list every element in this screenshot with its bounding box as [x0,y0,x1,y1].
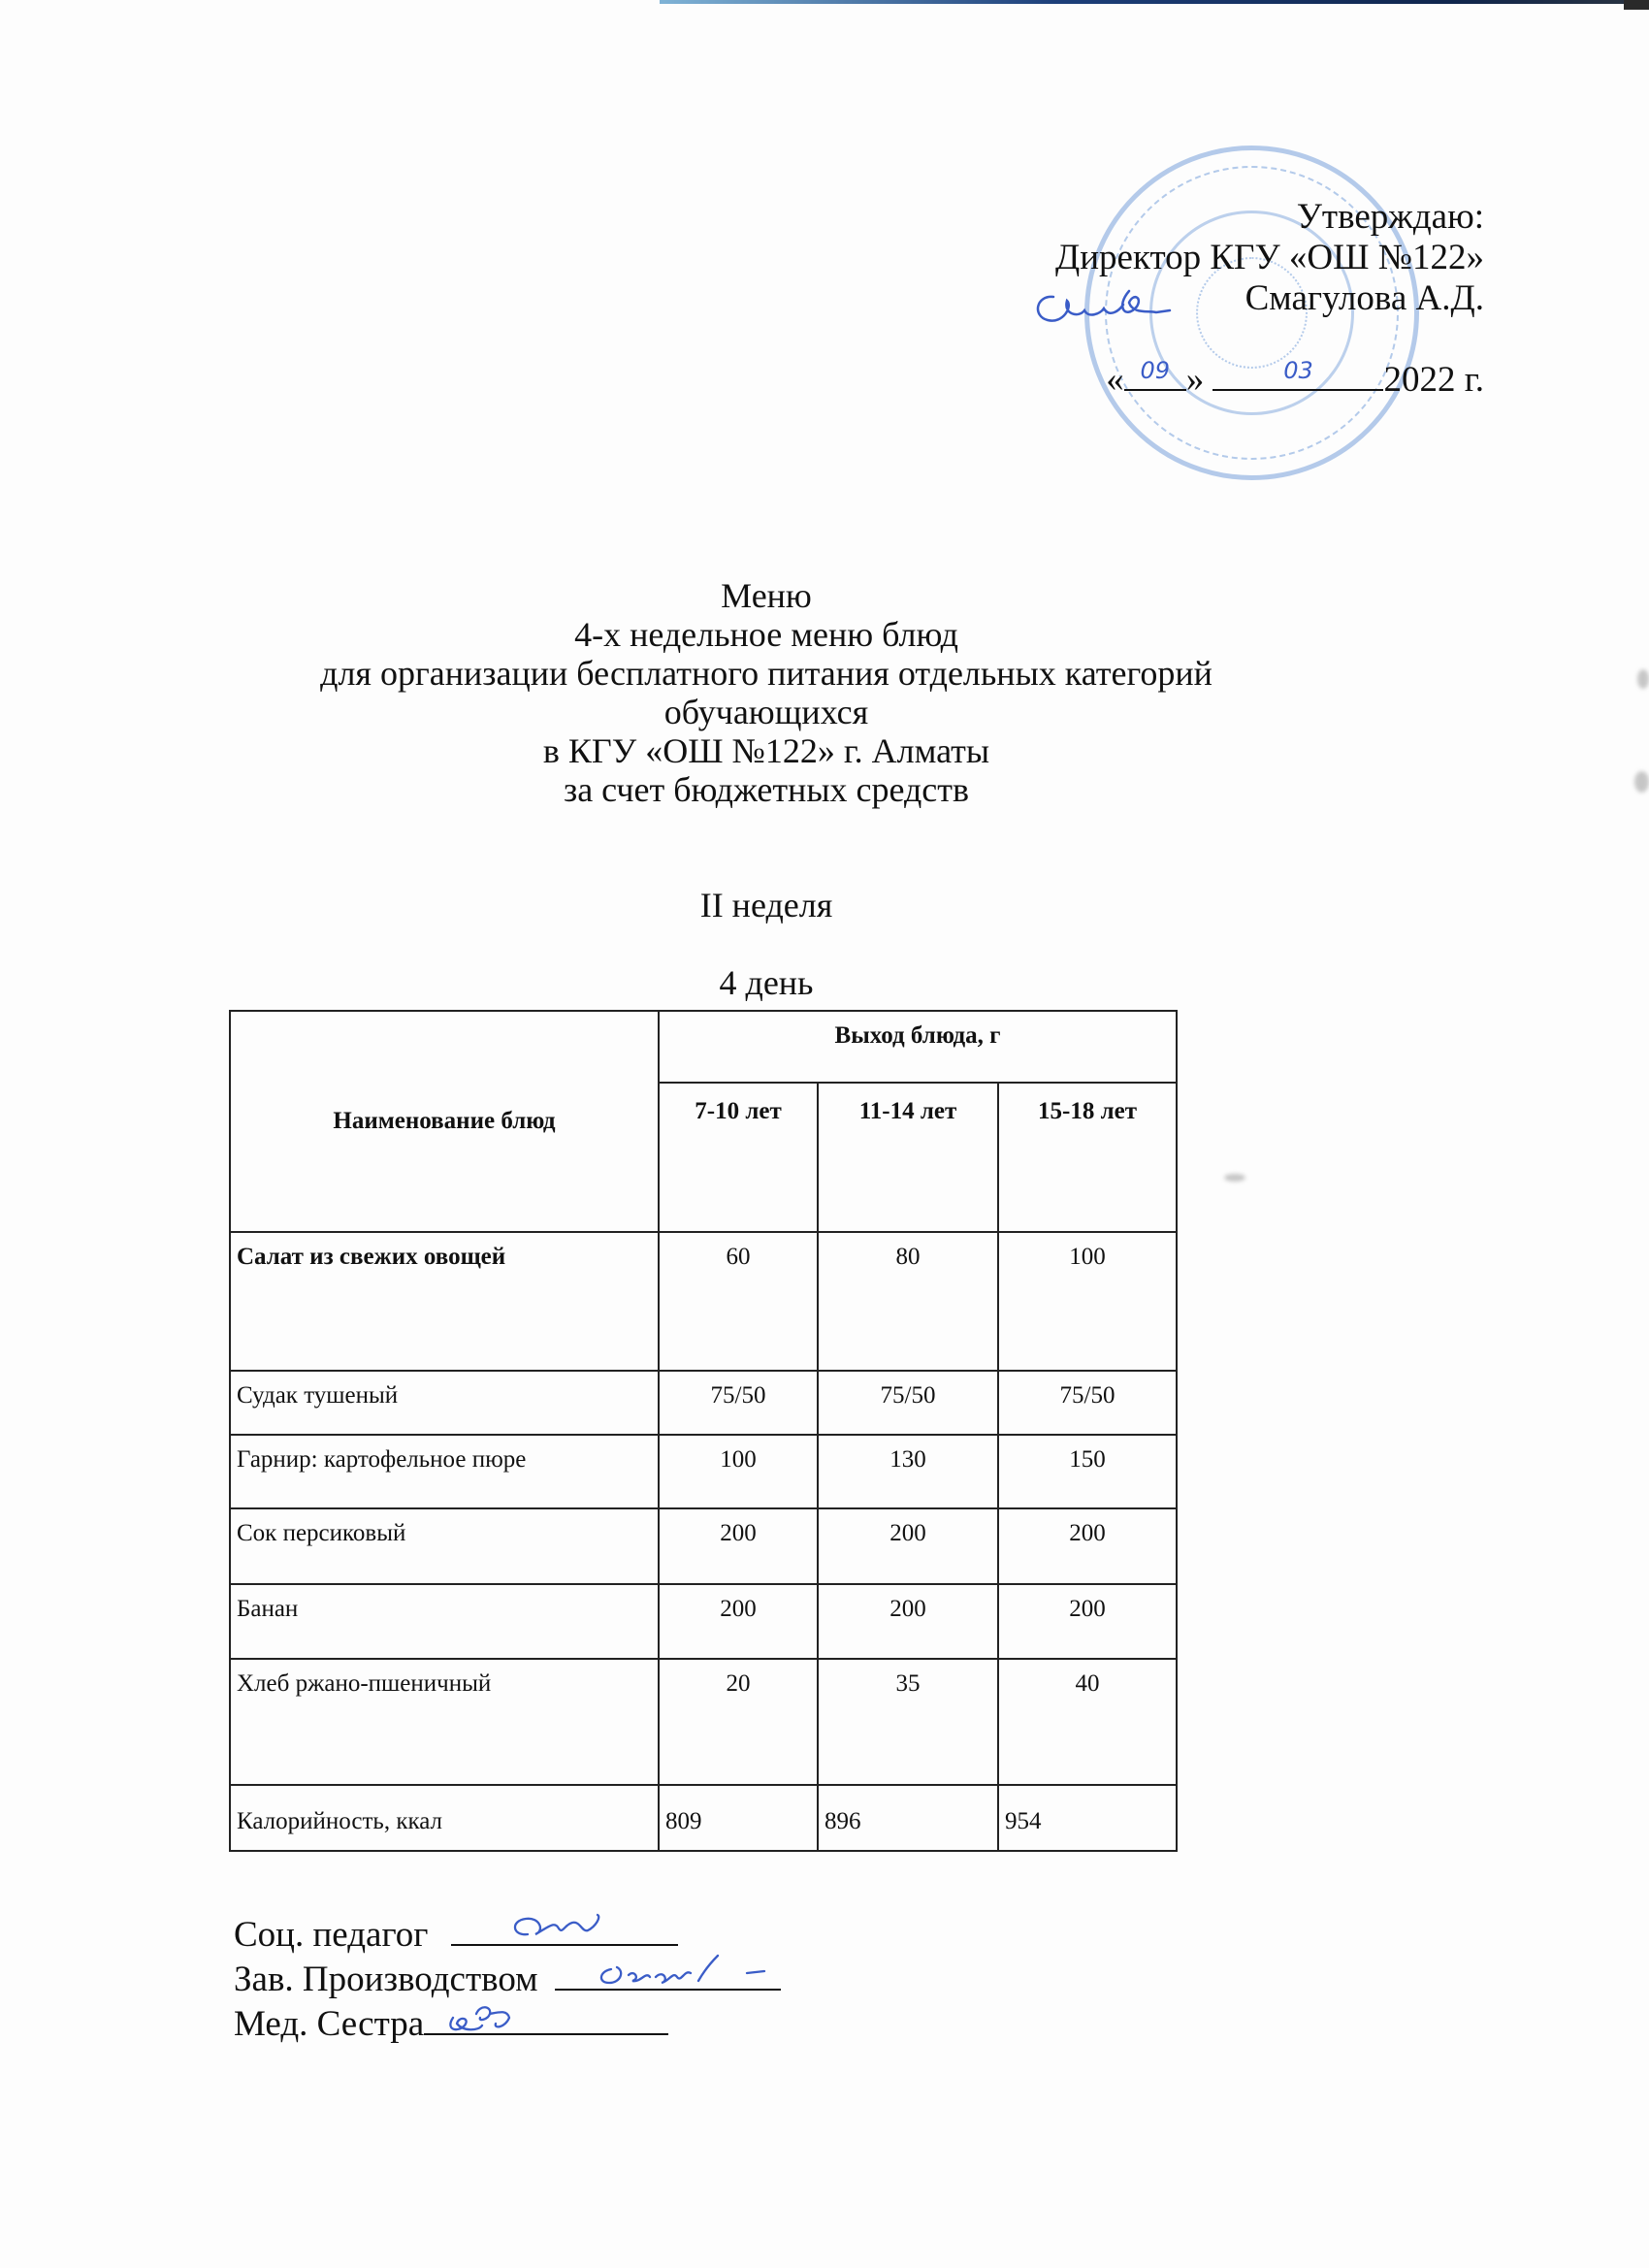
yield-value: 100 [998,1232,1177,1371]
signer-nurse [234,2002,781,2047]
scan-smudge [1637,669,1649,689]
title-line: 4-х недельное меню блюд [574,615,958,654]
approval-heading: Утверждаю: [1296,197,1484,237]
signer-production-head [234,1958,781,2002]
signers-block [234,1913,781,2047]
yield-value: 130 [818,1435,998,1508]
yield-value: 20 [659,1659,818,1785]
approval-date [1055,356,1484,401]
date-day-handwritten: 09 [1140,357,1170,384]
dish-name: Салат из свежих овощей [230,1232,659,1371]
approval-name: Смагулова А.Д. [1245,278,1484,318]
title-line: для организации бесплатного питания отдельных категорий обучающихся [320,654,1212,731]
yield-value: 60 [659,1232,818,1371]
day-label: 4 день [719,963,814,1002]
yield-value: 200 [659,1508,818,1584]
table-row [230,1371,1177,1435]
yield-value: 200 [818,1584,998,1659]
yield-value: 75/50 [659,1371,818,1435]
yield-value: 200 [659,1584,818,1659]
title-line: Меню [721,576,812,615]
signer-role: Мед. Сестра [234,2004,425,2044]
dish-name: Гарнир: картофельное пюре [230,1435,659,1508]
scan-edge-strip [660,0,1649,4]
table-row [230,1584,1177,1659]
yield-value: 35 [818,1659,998,1785]
date-month-handwritten: 03 [1283,357,1313,384]
table-row [230,1232,1177,1371]
calories-value: 954 [998,1785,1177,1851]
date-month-field [1212,356,1383,391]
approval-block [1055,197,1484,401]
dish-name: Банан [230,1584,659,1659]
yield-value: 200 [818,1508,998,1584]
signer-role: Соц. педагог [234,1915,429,1955]
scan-smudge [1224,1174,1245,1182]
dish-name: Хлеб ржано-пшеничный [230,1659,659,1785]
week-label: II неделя [699,886,833,924]
calories-value: 809 [659,1785,818,1851]
date-day-field [1124,356,1186,391]
scan-corner-mark [1624,0,1649,10]
yield-value: 75/50 [818,1371,998,1435]
approval-name-line [1055,278,1484,319]
table-row-calories [230,1785,1177,1851]
scan-smudge [1634,771,1649,793]
date-open-quote: « [1106,360,1124,400]
signature-line [424,2004,668,2035]
header-age-7-10: 7-10 лет [659,1083,818,1232]
header-age-11-14: 11-14 лет [818,1083,998,1232]
yield-value: 150 [998,1435,1177,1508]
signature-line [451,1915,678,1946]
table-header-row [230,1011,1177,1083]
dish-name: Судак тушеный [230,1371,659,1435]
title-line: в КГУ «ОШ №122» г. Алматы [542,731,990,770]
date-close-quote: » [1185,360,1205,400]
yield-value: 40 [998,1659,1177,1785]
yield-value: 80 [818,1232,998,1371]
yield-value: 200 [998,1584,1177,1659]
header-age-15-18: 15-18 лет [998,1083,1177,1232]
yield-value: 200 [998,1508,1177,1584]
dish-name: Сок персиковый [230,1508,659,1584]
approval-position: Директор КГУ «ОШ №122» [1055,238,1484,277]
calories-value: 896 [818,1785,998,1851]
table-row [230,1508,1177,1584]
table-row [230,1659,1177,1785]
table-row [230,1435,1177,1508]
signature-line [555,1960,781,1991]
date-year: 2022 г. [1383,360,1484,400]
calories-label: Калорийность, ккал [230,1785,659,1851]
yield-value: 75/50 [998,1371,1177,1435]
menu-table [229,1010,1178,1852]
title-line: за счет бюджетных средств [563,770,970,809]
document-title [233,576,1300,809]
header-yield: Выход блюда, г [659,1011,1177,1083]
signer-social-pedagogue [234,1913,781,1958]
yield-value: 100 [659,1435,818,1508]
signer-role: Зав. Производством [234,1960,538,1999]
header-dish-name: Наименование блюд [230,1011,659,1232]
